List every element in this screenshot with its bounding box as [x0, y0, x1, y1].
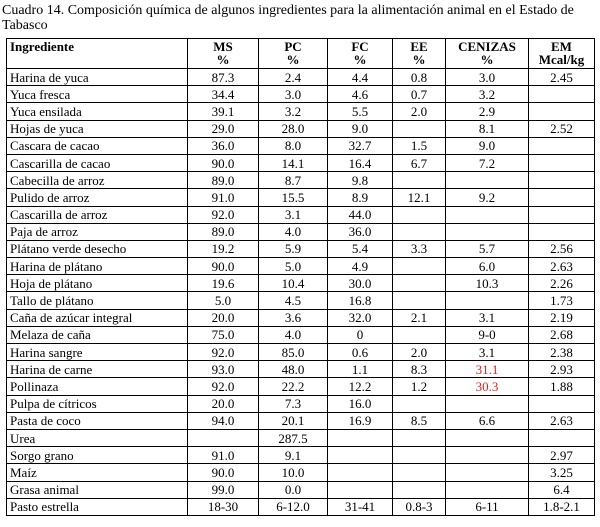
value-cell: 22.2 — [259, 378, 328, 395]
value-cell: 3.1 — [259, 206, 328, 223]
value-cell: 20.0 — [188, 309, 259, 326]
value-cell: 19.2 — [188, 240, 259, 257]
table-row — [7, 86, 595, 103]
value-cell — [446, 172, 529, 189]
value-cell: 6.4 — [529, 481, 595, 498]
value-cell: 287.5 — [259, 429, 328, 446]
value-cell: 89.0 — [188, 223, 259, 240]
table-row — [7, 120, 595, 137]
value-cell: 2.1 — [393, 309, 446, 326]
value-cell: 34.4 — [188, 86, 259, 103]
value-cell: 3.1 — [446, 344, 529, 361]
ingredient-cell: Harina sangre — [7, 344, 188, 361]
ingredient-cell: Harina de plátano — [7, 258, 188, 275]
value-cell: 6.6 — [446, 412, 529, 429]
ingredient-cell: Pasto estrella — [7, 498, 188, 515]
value-cell: 0 — [328, 326, 393, 343]
value-cell: 2.4 — [259, 69, 328, 86]
column-header-unit: % — [216, 52, 230, 67]
value-cell: 16.4 — [328, 154, 393, 171]
value-cell: 30.3 — [446, 378, 529, 395]
value-cell: 3.25 — [529, 464, 595, 481]
column-header-name: PC — [284, 39, 302, 54]
value-cell: 31-41 — [328, 498, 393, 515]
value-cell: 19.6 — [188, 275, 259, 292]
ingredient-cell: Pollinaza — [7, 378, 188, 395]
ingredient-cell: Paja de arroz — [7, 223, 188, 240]
value-cell: 2.38 — [529, 344, 595, 361]
value-cell — [446, 395, 529, 412]
value-cell — [393, 395, 446, 412]
table-row — [7, 378, 595, 395]
ingredient-cell: Plátano verde desecho — [7, 240, 188, 257]
value-cell — [529, 154, 595, 171]
value-cell — [529, 103, 595, 120]
value-cell: 10.3 — [446, 275, 529, 292]
ingredient-cell: Pulido de arroz — [7, 189, 188, 206]
value-cell: 4.5 — [259, 292, 328, 309]
value-cell — [446, 464, 529, 481]
value-cell — [393, 326, 446, 343]
value-cell: 4.0 — [259, 326, 328, 343]
table-row — [7, 223, 595, 240]
value-cell: 2.93 — [529, 361, 595, 378]
value-cell: 6.0 — [446, 258, 529, 275]
value-cell: 3.2 — [259, 103, 328, 120]
table-row — [7, 258, 595, 275]
value-cell — [446, 447, 529, 464]
value-cell: 1.5 — [393, 137, 446, 154]
column-header — [7, 39, 188, 69]
value-cell: 18-30 — [188, 498, 259, 515]
value-cell — [529, 206, 595, 223]
ingredient-cell: Harina de yuca — [7, 69, 188, 86]
table-row — [7, 498, 595, 515]
value-cell: 92.0 — [188, 378, 259, 395]
value-cell: 10.4 — [259, 275, 328, 292]
value-cell: 93.0 — [188, 361, 259, 378]
value-cell: 6-12.0 — [259, 498, 328, 515]
ingredient-cell: Urea — [7, 429, 188, 446]
value-cell: 5.7 — [446, 240, 529, 257]
value-cell: 2.97 — [529, 447, 595, 464]
value-cell — [446, 206, 529, 223]
value-cell: 5.4 — [328, 240, 393, 257]
value-cell: 6.7 — [393, 154, 446, 171]
value-cell: 2.9 — [446, 103, 529, 120]
value-cell: 0.6 — [328, 344, 393, 361]
value-cell — [446, 429, 529, 446]
table-row — [7, 309, 595, 326]
value-cell — [328, 464, 393, 481]
ingredient-cell: Melaza de caña — [7, 326, 188, 343]
ingredient-cell: Yuca ensilada — [7, 103, 188, 120]
table-row — [7, 326, 595, 343]
value-cell: 85.0 — [259, 344, 328, 361]
value-cell: 1.8-2.1 — [529, 498, 595, 515]
value-cell: 94.0 — [188, 412, 259, 429]
ingredient-cell: Cascara de cacao — [7, 137, 188, 154]
value-cell: 14.1 — [259, 154, 328, 171]
ingredient-cell: Pulpa de cítricos — [7, 395, 188, 412]
value-cell: 39.1 — [188, 103, 259, 120]
table-row — [7, 412, 595, 429]
value-cell: 2.19 — [529, 309, 595, 326]
value-cell: 10.0 — [259, 464, 328, 481]
value-cell: 2.63 — [529, 258, 595, 275]
value-cell — [446, 292, 529, 309]
value-cell — [446, 481, 529, 498]
table-body — [7, 69, 595, 516]
value-cell: 31.1 — [446, 361, 529, 378]
value-cell: 16.8 — [328, 292, 393, 309]
value-cell: 87.3 — [188, 69, 259, 86]
value-cell: 2.0 — [393, 344, 446, 361]
value-cell: 1.73 — [529, 292, 595, 309]
value-cell — [529, 172, 595, 189]
value-cell — [328, 481, 393, 498]
value-cell: 99.0 — [188, 481, 259, 498]
table-row — [7, 103, 595, 120]
value-cell: 9.8 — [328, 172, 393, 189]
table-row — [7, 137, 595, 154]
value-cell — [328, 447, 393, 464]
column-header-name: MS — [213, 39, 233, 54]
ingredient-cell: Yuca fresca — [7, 86, 188, 103]
value-cell: 5.0 — [259, 258, 328, 275]
value-cell: 3.1 — [446, 309, 529, 326]
column-header — [259, 39, 328, 69]
table-row — [7, 172, 595, 189]
table-row — [7, 395, 595, 412]
value-cell: 92.0 — [188, 344, 259, 361]
value-cell — [393, 258, 446, 275]
value-cell: 91.0 — [188, 189, 259, 206]
value-cell: 44.0 — [328, 206, 393, 223]
value-cell: 2.63 — [529, 412, 595, 429]
value-cell — [393, 275, 446, 292]
value-cell — [393, 464, 446, 481]
column-header-name: EM — [551, 39, 572, 54]
value-cell: 4.9 — [328, 258, 393, 275]
column-header-unit: Mcal/kg — [538, 52, 585, 67]
value-cell — [446, 223, 529, 240]
value-cell: 8.9 — [328, 189, 393, 206]
value-cell: 16.9 — [328, 412, 393, 429]
column-header — [328, 39, 393, 69]
value-cell: 3.6 — [259, 309, 328, 326]
value-cell — [393, 447, 446, 464]
value-cell: 89.0 — [188, 172, 259, 189]
ingredient-cell: Cascarilla de arroz — [7, 206, 188, 223]
ingredient-cell: Tallo de plátano — [7, 292, 188, 309]
value-cell: 8.3 — [393, 361, 446, 378]
value-cell: 5.0 — [188, 292, 259, 309]
value-cell — [529, 86, 595, 103]
ingredient-cell: Harina de carne — [7, 361, 188, 378]
value-cell: 3.0 — [259, 86, 328, 103]
value-cell — [393, 429, 446, 446]
value-cell: 8.7 — [259, 172, 328, 189]
value-cell — [529, 189, 595, 206]
value-cell: 2.52 — [529, 120, 595, 137]
column-header-name: FC — [351, 39, 369, 54]
value-cell: 3.2 — [446, 86, 529, 103]
ingredient-cell: Pasta de coco — [7, 412, 188, 429]
value-cell: 0.8-3 — [393, 498, 446, 515]
value-cell: 1.1 — [328, 361, 393, 378]
table-row — [7, 189, 595, 206]
table-row — [7, 206, 595, 223]
table-row — [7, 344, 595, 361]
table-row — [7, 447, 595, 464]
column-header — [188, 39, 259, 69]
ingredient-cell: Maíz — [7, 464, 188, 481]
value-cell: 3.3 — [393, 240, 446, 257]
table-row — [7, 275, 595, 292]
column-header-name: Ingrediente — [10, 39, 75, 54]
value-cell: 5.5 — [328, 103, 393, 120]
value-cell — [529, 223, 595, 240]
table-caption: Cuadro 14. Composición química de algunos ingredientes para la alimentación animal en el Estado de Tabasco — [2, 3, 574, 33]
value-cell: 16.0 — [328, 395, 393, 412]
value-cell: 32.0 — [328, 309, 393, 326]
value-cell: 92.0 — [188, 206, 259, 223]
value-cell: 2.0 — [393, 103, 446, 120]
value-cell: 7.2 — [446, 154, 529, 171]
table-row — [7, 292, 595, 309]
value-cell: 9.0 — [328, 120, 393, 137]
table-row — [7, 240, 595, 257]
value-cell: 4.0 — [259, 223, 328, 240]
value-cell: 12.2 — [328, 378, 393, 395]
value-cell: 36.0 — [328, 223, 393, 240]
value-cell: 2.56 — [529, 240, 595, 257]
value-cell: 8.5 — [393, 412, 446, 429]
value-cell — [393, 206, 446, 223]
value-cell: 90.0 — [188, 258, 259, 275]
value-cell — [393, 172, 446, 189]
value-cell: 9.0 — [446, 137, 529, 154]
value-cell: 6-11 — [446, 498, 529, 515]
value-cell: 9.1 — [259, 447, 328, 464]
value-cell — [529, 395, 595, 412]
value-cell: 2.45 — [529, 69, 595, 86]
value-cell: 20.1 — [259, 412, 328, 429]
column-header — [446, 39, 529, 69]
value-cell: 0.0 — [259, 481, 328, 498]
ingredient-cell: Cabecilla de arroz — [7, 172, 188, 189]
ingredient-cell: Caña de azúcar integral — [7, 309, 188, 326]
value-cell: 5.9 — [259, 240, 328, 257]
value-cell: 15.5 — [259, 189, 328, 206]
column-header-unit: % — [286, 52, 300, 67]
value-cell — [328, 429, 393, 446]
value-cell: 9.2 — [446, 189, 529, 206]
value-cell: 2.68 — [529, 326, 595, 343]
ingredient-cell: Cascarilla de cacao — [7, 154, 188, 171]
value-cell: 4.6 — [328, 86, 393, 103]
column-header — [393, 39, 446, 69]
ingredient-cell: Hojas de yuca — [7, 120, 188, 137]
value-cell: 30.0 — [328, 275, 393, 292]
value-cell — [393, 223, 446, 240]
value-cell — [529, 137, 595, 154]
ingredient-cell: Sorgo grano — [7, 447, 188, 464]
value-cell: 0.8 — [393, 69, 446, 86]
value-cell: 90.0 — [188, 154, 259, 171]
table-row — [7, 69, 595, 86]
value-cell: 7.3 — [259, 395, 328, 412]
value-cell: 91.0 — [188, 447, 259, 464]
column-header-unit: % — [412, 52, 426, 67]
table-row — [7, 154, 595, 171]
value-cell: 20.0 — [188, 395, 259, 412]
ingredient-cell: Hoja de plátano — [7, 275, 188, 292]
value-cell: 75.0 — [188, 326, 259, 343]
value-cell — [393, 481, 446, 498]
value-cell: 9-0 — [446, 326, 529, 343]
table-row — [7, 481, 595, 498]
value-cell — [393, 120, 446, 137]
column-header-unit: % — [353, 52, 367, 67]
value-cell: 29.0 — [188, 120, 259, 137]
header-row — [7, 39, 595, 69]
value-cell: 90.0 — [188, 464, 259, 481]
value-cell: 36.0 — [188, 137, 259, 154]
value-cell — [188, 429, 259, 446]
value-cell: 12.1 — [393, 189, 446, 206]
column-header-unit: % — [480, 52, 494, 67]
column-header-name: EE — [410, 39, 428, 54]
value-cell: 4.4 — [328, 69, 393, 86]
value-cell — [529, 429, 595, 446]
table-row — [7, 361, 595, 378]
table-row — [7, 429, 595, 446]
value-cell: 48.0 — [259, 361, 328, 378]
value-cell — [393, 292, 446, 309]
table-row — [7, 464, 595, 481]
column-header — [529, 39, 595, 69]
value-cell: 1.2 — [393, 378, 446, 395]
value-cell: 0.7 — [393, 86, 446, 103]
value-cell: 8.1 — [446, 120, 529, 137]
value-cell: 28.0 — [259, 120, 328, 137]
value-cell: 2.26 — [529, 275, 595, 292]
ingredient-cell: Grasa animal — [7, 481, 188, 498]
column-header-name: CENIZAS — [458, 39, 516, 54]
value-cell: 32.7 — [328, 137, 393, 154]
composition-table — [6, 38, 595, 516]
value-cell: 1.88 — [529, 378, 595, 395]
value-cell: 3.0 — [446, 69, 529, 86]
value-cell: 8.0 — [259, 137, 328, 154]
